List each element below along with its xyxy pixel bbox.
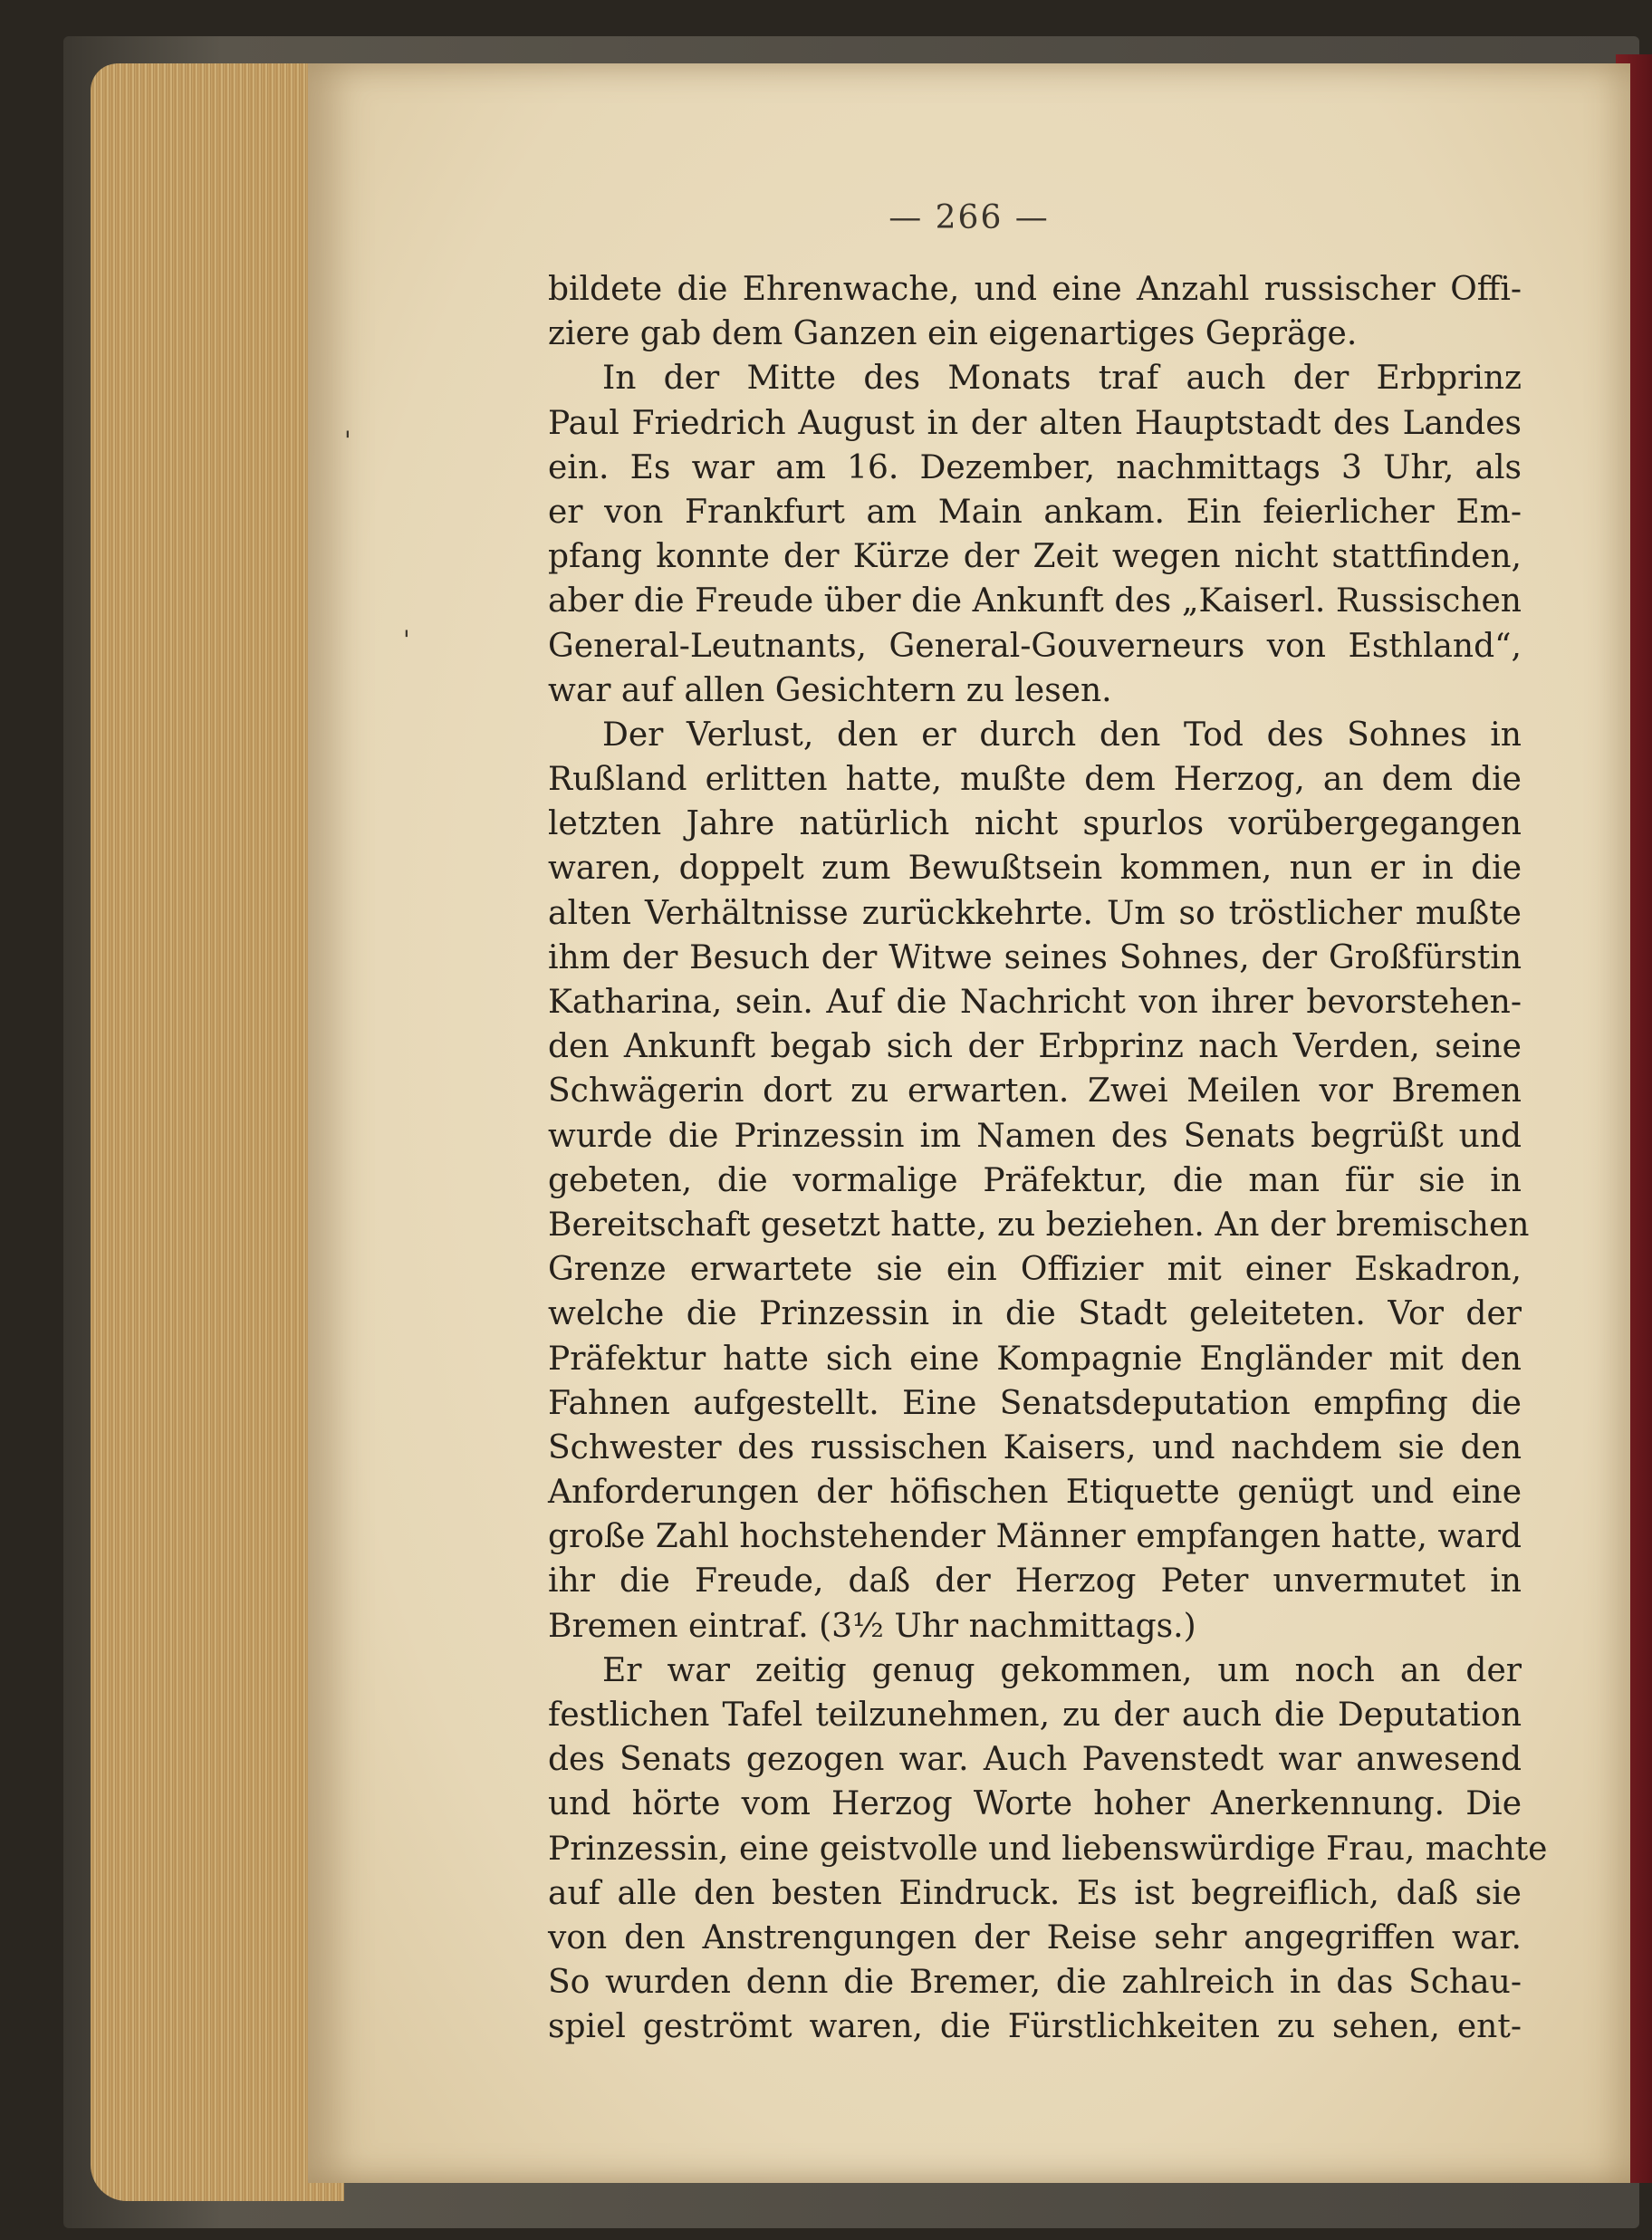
text-line: pfang konnte der Kürze der Zeit wegen nicht stattfinden, <box>548 538 1522 576</box>
text-line: gebeten, die vormalige Präfektur, die man für sie in <box>548 1161 1522 1199</box>
text-line: ihm der Besuch der Witwe seines Sohnes, der Großfürstin <box>548 938 1522 976</box>
text-line: große Zahl hochstehender Männer empfangen hatte, ward <box>548 1518 1522 1556</box>
text-line: bildete die Ehrenwache, und eine Anzahl russischer Offi- <box>548 271 1522 308</box>
text-line: des Senats gezogen war. Auch Pavenstedt war anwesend <box>548 1741 1522 1779</box>
text-line: Prinzessin, eine geistvolle und liebenswürdige Frau, machte <box>548 1830 1548 1868</box>
text-line: letzten Jahre natürlich nicht spurlos vorübergegangen <box>548 805 1522 843</box>
text-line: Schwägerin dort zu erwarten. Zwei Meilen vor Bremen <box>548 1072 1522 1110</box>
text-line: welche die Prinzessin in die Stadt geleiteten. Vor der <box>548 1295 1522 1333</box>
text-line: ihr die Freude, daß der Herzog Peter unvermutet in <box>548 1562 1522 1601</box>
text-line: So wurden denn die Bremer, die zahlreich in das Schau- <box>548 1964 1522 2002</box>
text-line: ziere gab dem Ganzen ein eigenartiges Gepräge. <box>548 315 1358 353</box>
text-line: Anforderungen der höfischen Etiquette genügt und eine <box>548 1474 1522 1512</box>
text-line: Grenze erwartete sie ein Offizier mit einer Eskadron, <box>548 1251 1522 1289</box>
page-edges <box>91 63 344 2201</box>
text-line: auf alle den besten Eindruck. Es ist begreiflich, daß sie <box>548 1874 1522 1912</box>
text-line: Bremen eintraf. (3½ Uhr nachmittags.) <box>548 1607 1196 1645</box>
text-line: Bereitschaft gesetzt hatte, zu beziehen. An der bremischen <box>548 1206 1530 1244</box>
text-line: Schwester des russischen Kaisers, und nachdem sie den <box>548 1428 1522 1466</box>
text-line: Paul Friedrich August in der alten Hauptstadt des Landes <box>548 404 1522 442</box>
text-line: Der Verlust, den er durch den Tod des Sohnes in <box>602 716 1522 754</box>
text-line: Fahnen aufgestellt. Eine Senatsdeputation empfing die <box>548 1384 1522 1422</box>
text-line: und hörte vom Herzog Worte hoher Anerkennung. Die <box>548 1785 1522 1823</box>
text-line: Präfektur hatte sich eine Kompagnie Engländer mit den <box>548 1340 1522 1378</box>
page-number: — 266 — <box>888 199 1050 236</box>
text-line: Er war zeitig genug gekommen, um noch an der <box>602 1651 1522 1689</box>
text-line: spiel geströmt waren, die Fürstlichkeiten zu sehen, ent- <box>548 2008 1522 2046</box>
text-line: ein. Es war am 16. Dezember, nachmittags 3 Uhr, als <box>548 448 1522 486</box>
text-line: Rußland erlitten hatte, mußte dem Herzog, an dem die <box>548 761 1522 799</box>
text-line: alten Verhältnisse zurückkehrte. Um so tröstlicher mußte <box>548 894 1522 932</box>
text-line: Katharina, sein. Auf die Nachricht von ihrer bevorstehen- <box>548 984 1522 1021</box>
text-line: aber die Freude über die Ankunft des „Kaiserl. Russischen <box>548 582 1522 620</box>
text-line: General-Leutnants, General-Gouverneurs von Esthland“, <box>548 627 1522 665</box>
margin-mark: ' <box>344 426 351 456</box>
text-line: von den Anstrengungen der Reise sehr angegriffen war. <box>548 1918 1522 1956</box>
text-line: festlichen Tafel teilzunehmen, zu der auch die Deputation <box>548 1697 1522 1734</box>
text-line: In der Mitte des Monats traf auch der Erbprinz <box>602 360 1522 398</box>
text-line: waren, doppelt zum Bewußtsein kommen, nun er in die <box>548 850 1522 888</box>
margin-mark: ' <box>403 625 410 655</box>
text-line: er von Frankfurt am Main ankam. Ein feierlicher Em- <box>548 493 1522 531</box>
text-line: den Ankunft begab sich der Erbprinz nach Verden, seine <box>548 1028 1522 1066</box>
body-text <box>548 267 1548 2050</box>
text-line: war auf allen Gesichtern zu lesen. <box>548 671 1112 709</box>
text-line: wurde die Prinzessin im Namen des Senats begrüßt und <box>548 1117 1522 1155</box>
